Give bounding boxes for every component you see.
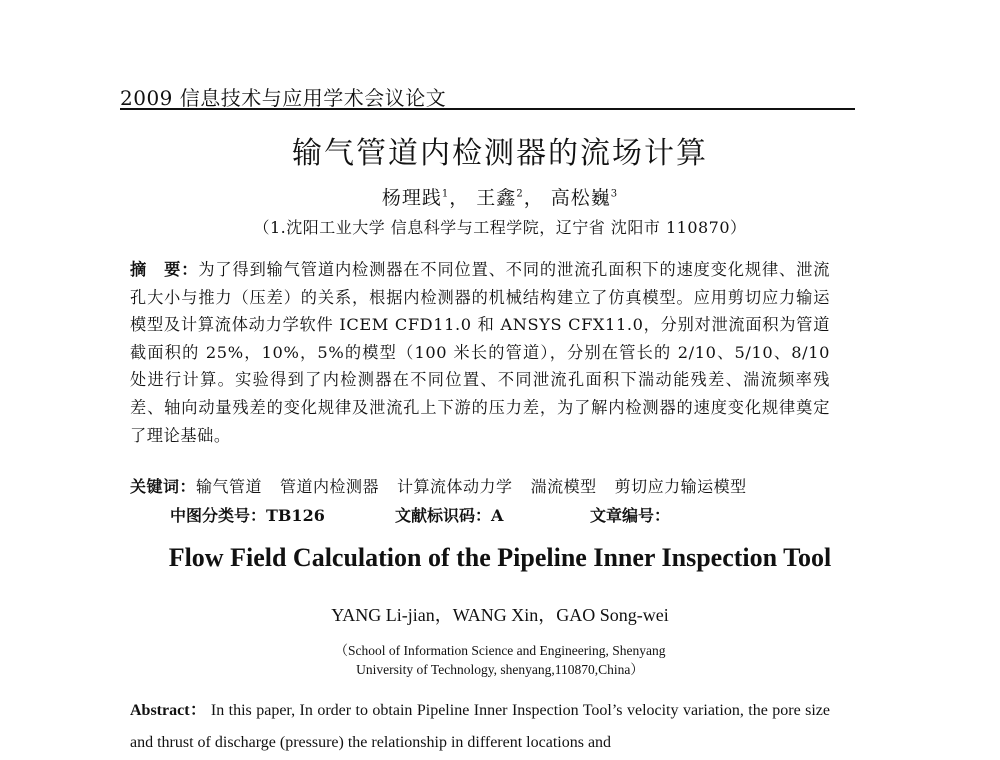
keywords-label: 关键词： xyxy=(130,477,197,496)
title-chinese: 输气管道内检测器的流场计算 xyxy=(292,136,708,171)
abstract-label: 摘 要： xyxy=(130,260,199,279)
keyword: 输气管道 xyxy=(196,477,263,496)
author-name: 高松巍 xyxy=(550,187,611,209)
author-mark: 2 xyxy=(516,188,524,200)
author-name: 杨理践 xyxy=(381,187,442,209)
author-mark: 1 xyxy=(441,188,450,200)
keyword: 剪切应力输运模型 xyxy=(614,477,747,496)
running-header: 2009 信息技术与应用学术会议论文 xyxy=(120,86,447,110)
classification-line xyxy=(170,503,870,526)
affiliation-english xyxy=(0,641,1000,679)
clc-number: 中图分类号：TB126 xyxy=(170,506,325,525)
keyword: 计算流体动力学 xyxy=(397,477,513,496)
title-english: Flow Field Calculation of the Pipeline Inner Inspection Tool xyxy=(168,543,832,572)
author-separator: ， xyxy=(523,187,544,209)
affiliation-line: （School of Information Science and Engineering, Shenyang xyxy=(334,643,666,658)
abstract-chinese xyxy=(130,256,830,449)
abstract-label: Abstract： xyxy=(130,702,207,719)
keyword: 湍流模型 xyxy=(530,477,597,496)
affiliation-line: University of Technology, shenyang,110870,China） xyxy=(356,662,644,677)
keyword: 管道内检测器 xyxy=(280,477,380,496)
abstract-english xyxy=(130,695,830,759)
abstract-text: 为了得到输气管道内检测器在不同位置、不同的泄流孔面积下的速度变化规律、泄流孔大小与推力（压差）的关系，根据内检测器的机械结构建立了仿真模型。应用剪切应力输运模型及计算流体动力学软件 ICEM CFD11.0 和 ANSYS CFX11.0，分别对泄流面积为管道截面积的 25%，10%，5%的模型（100 米长的管道），分别在管长的 2/10、5/10、8/10 处进行计算。实验得到了内检测器在不同位置、不同泄流孔面积下湍动能残差、湍流频率残差、轴向动量残差的变化规律及泄流孔上下游的压力差，为了解内检测器的速度变化规律奠定了理论基础。 xyxy=(130,260,830,445)
article-number: 文章编号： xyxy=(590,506,671,525)
author-name: 王鑫 xyxy=(476,187,517,209)
keywords-chinese xyxy=(130,474,850,497)
author-separator: ， xyxy=(449,187,470,209)
author-mark: 3 xyxy=(610,188,619,200)
authors-chinese xyxy=(0,183,1000,210)
authors-english: YANG Li-jian，WANG Xin，GAO Song-wei xyxy=(331,605,669,625)
document-code: 文献标识码：A xyxy=(395,506,504,525)
header-rule xyxy=(120,108,855,110)
abstract-text: In this paper, In order to obtain Pipeline Inner Inspection Tool’s velocity variation, the pore size and thrust of discharge (pressure) the relationship in different locations and xyxy=(130,702,831,751)
affiliation-chinese: （1.沈阳工业大学 信息科学与工程学院，辽宁省 沈阳市 110870） xyxy=(253,218,747,237)
